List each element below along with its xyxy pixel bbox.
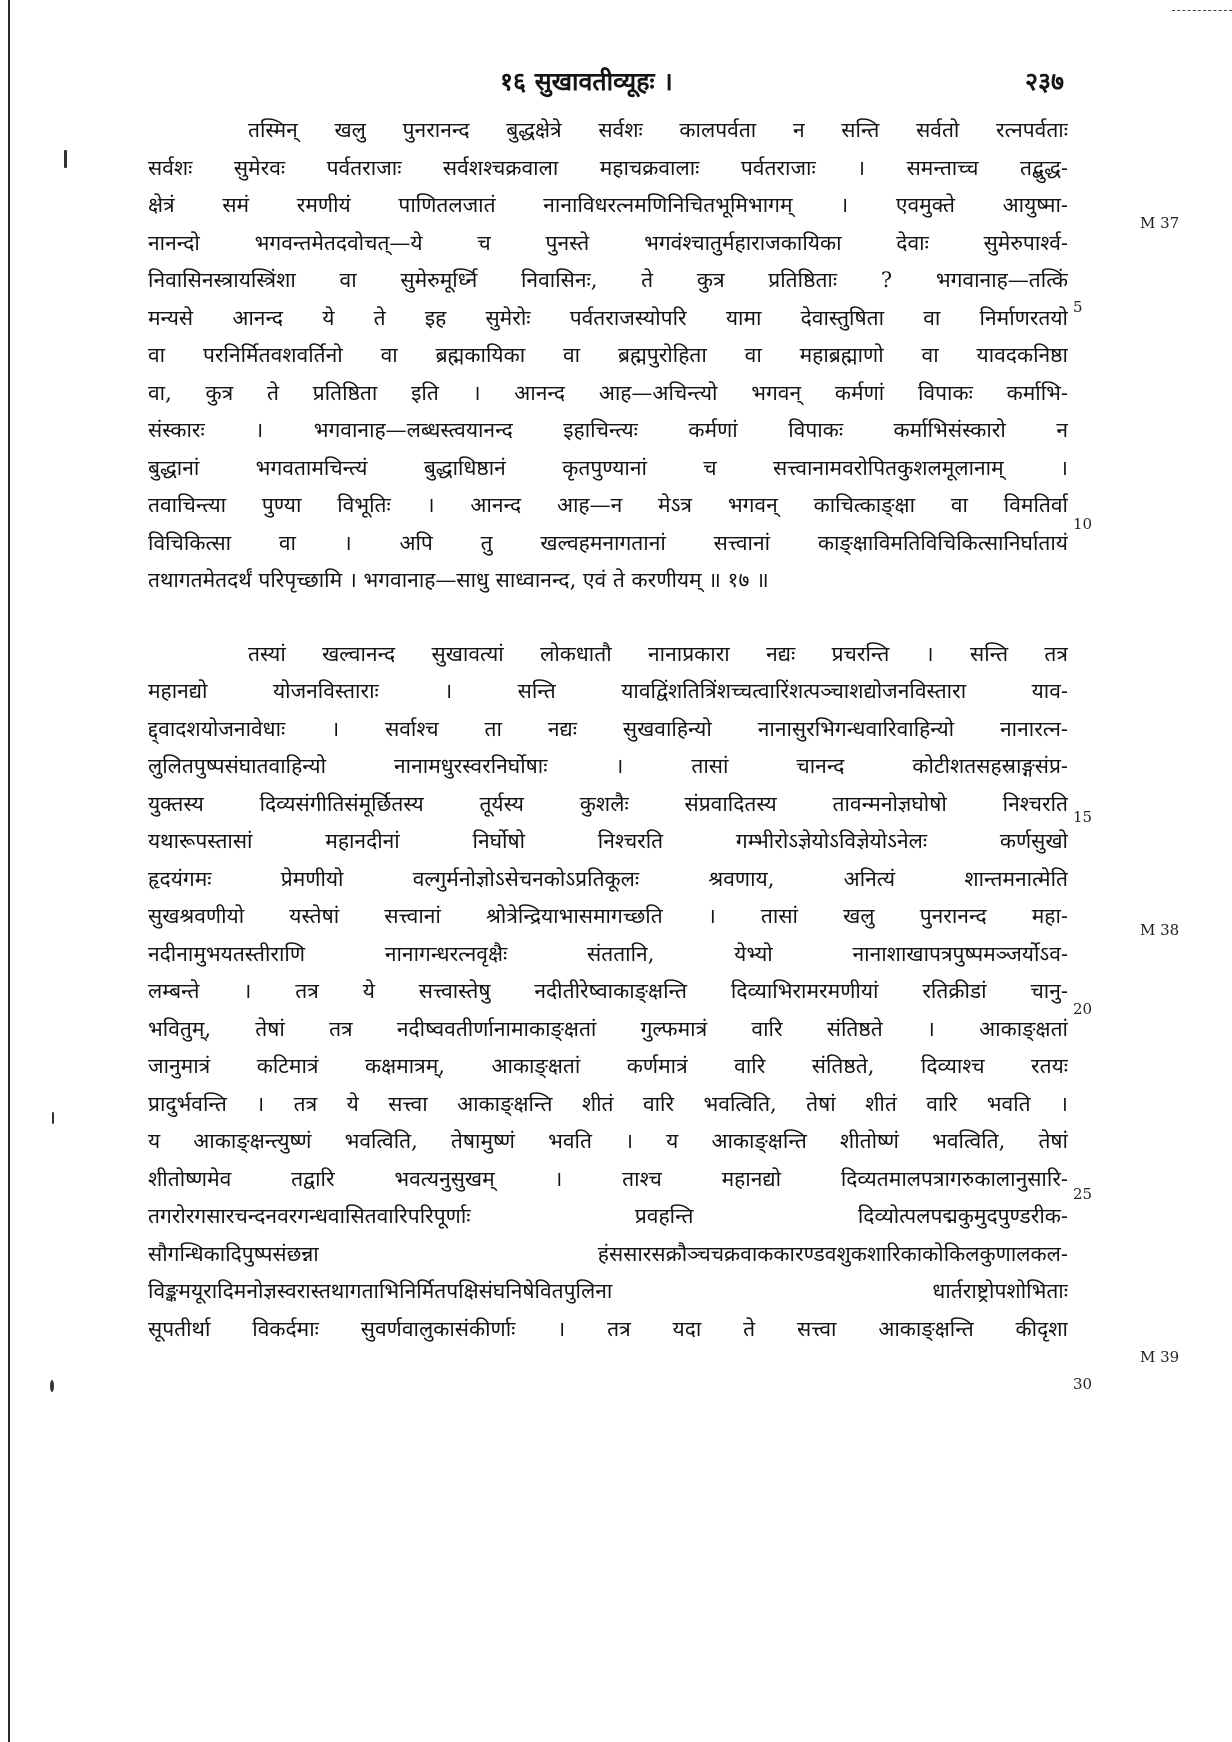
text-line: महानद्यो योजनविस्ताराः । सन्ति यावद्विंशतित्रिंशच्चत्वारिंशत्पञ्चाशद्योजनविस्तारा याव- <box>148 679 1068 703</box>
text-line: सर्वशः सुमेरवः पर्वतराजाः सर्वशश्चक्रवाला महाचक्रवालाः पर्वतराजाः । समन्ताच्च तद्बुद्ध- <box>148 155 1068 180</box>
text-line: नदीनामुभयतस्तीराणि नानागन्धरत्नवृक्षैः संततानि, येभ्यो नानाशाखापत्रपुष्पमञ्जर्योऽव- <box>148 941 1068 966</box>
text-line: सूपतीर्था विकर्दमाः सुवर्णवालुकासंकीर्णाः । तत्र यदा ते सत्त्वा आकाङ्क्षन्ति कीदृशा <box>148 1316 1068 1341</box>
text-line: तवाचिन्त्या पुण्या विभूतिः । आनन्द आह—न मेऽत्र भगवन् काचित्काङ्क्षा वा विमतिर्वा <box>148 493 1068 517</box>
text-line: य आकाङ्क्षन्त्युष्णं भवत्विति, तेषामुष्णं भवति । य आकाङ्क्षन्ति शीतोष्णं भवत्विति, तेषां <box>148 1129 1068 1153</box>
page-number: २३७ <box>1025 67 1065 96</box>
text-line: तगरोरगसारचन्दनवरगन्धवासितवारिपरिपूर्णाः प्रवहन्ति दिव्योत्पलपद्मकुमुदपुण्डरीक- <box>148 1204 1068 1228</box>
text-line: शीतोष्णमेव तद्वारि भवत्यनुसुखम् । ताश्च महानद्यो दिव्यतमालपत्रागरुकालानुसारि- <box>148 1166 1068 1191</box>
text-line: नानन्दो भगवन्तमेतदवोचत्—ये च पुनस्ते भगवंश्चातुर्महाराजकायिका देवाः सुमेरुपार्श्व- <box>148 230 1068 255</box>
text-line: क्षेत्रं समं रमणीयं पाणितलजातं नानाविधरत्नमणिनिचितभूमिभागम् । एवमुक्ते आयुष्मा- <box>148 193 1068 217</box>
text-line: सौगन्धिकादिपुष्पसंछन्ना हंससारसक्रौञ्चचक्रवाककारण्डवशुकशारिकाकोकिलकुणालकल- <box>148 1241 1068 1266</box>
text-line: लुलितपुष्पसंघातवाहिन्यो नानामधुरस्वरनिर्घोषाः । तासां चानन्द कोटीशतसहस्राङ्गसंप्र- <box>148 754 1068 778</box>
text-line: तस्मिन् खलु पुनरानन्द बुद्धक्षेत्रे सर्वशः कालपर्वता न सन्ति सर्वतो रत्नपर्वताः <box>248 118 1068 142</box>
line-number: 20 <box>1073 1000 1093 1018</box>
line-number: 10 <box>1073 515 1093 533</box>
margin-reference: M 38 <box>1140 921 1180 939</box>
text-line: संस्कारः । भगवानाह—लब्धस्त्वयानन्द इहाचिन्त्यः कर्मणां विपाकः कर्माभिसंस्कारो न <box>148 418 1068 442</box>
text-line: जानुमात्रं कटिमात्रं कक्षमात्रम्, आकाङ्क्षतां कर्णमात्रं वारि संतिष्ठते, दिव्याश्च रतयः <box>148 1054 1068 1078</box>
text-line: युक्तस्य दिव्यसंगीतिसंमूर्छितस्य तूर्यस्य कुशलैः संप्रवादितस्य तावन्मनोज्ञघोषो निश्चरति <box>148 791 1068 816</box>
text-line: विचिकित्सा वा । अपि तु खल्वहमनागतानां सत्त्वानां काङ्क्षाविमतिविचिकित्सानिर्घातायं <box>148 530 1068 555</box>
text-line: द्द्वादशयोजनावेधाः । सर्वाश्च ता नद्यः सुखवाहिन्यो नानासुरभिगन्धवारिवाहिन्यो नानारत्न- <box>148 716 1068 741</box>
text-line: लम्बन्ते । तत्र ये सत्त्वास्तेषु नदीतीरेष्वाकाङ्क्षन्ति दिव्याभिरामरमणीयां रतिक्रीडां चानु- <box>148 979 1068 1003</box>
text-line: बुद्धानां भगवतामचिन्त्यं बुद्धाधिष्ठानं कृतपुण्यानां च सत्त्वानामवरोपितकुशलमूलानाम् । <box>148 455 1068 480</box>
text-line: प्रादुर्भवन्ति । तत्र ये सत्त्वा आकाङ्क्षन्ति शीतं वारि भवत्विति, तेषां शीतं वारि भवति । <box>148 1091 1068 1116</box>
paragraph-17 <box>148 112 1068 600</box>
line-number: 5 <box>1073 298 1083 316</box>
text-line: यथारूपस्तासां महानदीनां निर्घोषो निश्चरति गम्भीरोऽज्ञेयोऽविज्ञेयोऽनेलः कर्णसुखो <box>148 829 1068 853</box>
page-header <box>0 64 1232 104</box>
text-line: सुखश्रवणीयो यस्तेषां सत्त्वानां श्रोत्रेन्द्रियाभासमागच्छति । तासां खलु पुनरानन्द महा- <box>148 904 1068 928</box>
scan-speck <box>50 1380 54 1392</box>
text-line: मन्यसे आनन्द ये ते इह सुमेरोः पर्वतराजस्योपरि यामा देवास्तुषिता वा निर्माणरतयो <box>148 305 1068 330</box>
scan-speck <box>52 1112 54 1124</box>
text-line: निवासिनस्त्रायस्त्रिंशा वा सुमेरुमूर्ध्नि निवासिनः, ते कुत्र प्रतिष्ठिताः ? भगवानाह—तत्किं <box>148 268 1068 292</box>
page-title: १६ सुखावतीव्यूहः । <box>500 67 673 96</box>
body-text <box>148 112 1068 1348</box>
text-line: विङ्कमयूरादिमनोज्ञस्वरास्तथागताभिनिर्मितपक्षिसंघनिषेवितपुलिना धार्तराष्ट्रोपशोभिताः <box>148 1279 1068 1303</box>
line-number: 25 <box>1073 1185 1093 1203</box>
margin-reference: M 39 <box>1140 1348 1180 1366</box>
text-line: तस्यां खल्वानन्द सुखावत्यां लोकधातौ नानाप्रकारा नद्यः प्रचरन्ति । सन्ति तत्र <box>248 641 1068 666</box>
margin-reference: M 37 <box>1140 214 1180 232</box>
text-line: वा परनिर्मितवशवर्तिनो वा ब्रह्मकायिका वा ब्रह्मपुरोहिता वा महाब्रह्माणो वा यावदकनिष्ठा <box>148 343 1068 367</box>
text-line: वा, कुत्र ते प्रतिष्ठिता इति । आनन्द आह—अचिन्त्यो भगवन् कर्मणां विपाकः कर्माभि- <box>148 380 1068 405</box>
scan-page-edge <box>8 0 10 1742</box>
text-line: हृदयंगमः प्रेमणीयो वल्गुर्मनोज्ञोऽसेचनकोऽप्रतिकूलः श्रवणाय, अनित्यं शान्तमनात्मेति <box>148 866 1068 891</box>
line-number: 15 <box>1073 808 1093 826</box>
paragraph-18 <box>148 636 1068 1349</box>
text-line: तथागतमेतदर्थं परिपृच्छामि । भगवानाह—साधु साध्वानन्द, एवं ते करणीयम् ॥ १७ ॥ <box>148 568 769 592</box>
line-number: 30 <box>1073 1375 1093 1393</box>
text-line: भवितुम्, तेषां तत्र नदीष्ववतीर्णानामाकाङ्क्षतां गुल्फमात्रं वारि संतिष्ठते । आकाङ्क्षतां <box>148 1016 1068 1041</box>
scan-speck <box>64 150 67 168</box>
scan-corner-mark <box>1172 0 1232 11</box>
